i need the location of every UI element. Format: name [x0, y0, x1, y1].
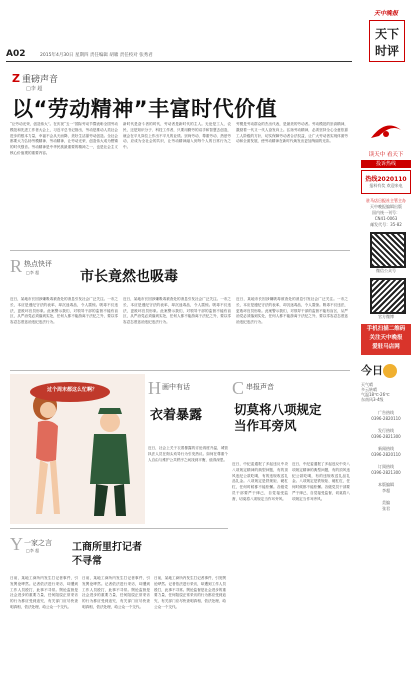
section-h-header: [148, 378, 218, 428]
weather-line-2: 多云转晴: [361, 387, 377, 392]
header-rule: [6, 61, 352, 62]
section-c-title-line2: 当作耳旁风: [234, 418, 297, 433]
contact-9: 李超: [382, 488, 390, 493]
lead-column-name: 重磅声音: [21, 75, 58, 85]
divider: [10, 250, 350, 251]
weather-line-3: 气温18℃-26℃: [361, 392, 390, 397]
publisher: 驻马店日报社主管主办: [366, 198, 406, 203]
qr2-label: 官方微博: [378, 314, 394, 319]
contact-3: 0396-2821300: [371, 434, 401, 439]
info-line-3: CN41-0063: [374, 216, 398, 221]
weather-line-1: 天气晴: [361, 382, 373, 387]
contact-11: 张君: [382, 506, 390, 511]
contact-8: 本版编辑: [378, 482, 394, 487]
section-y-body-col2: 日前，某地工商所内发生打记者事件，引发舆论哗然。记者依法进行采访，却遭到工作人员殴打，此事不寻常。舆论监督是社会进步的重要力量，任何阻挠正常采访的行为都应受到追究，有关部门应尽快查明真相，依法处理，给公众一个交代。: [82, 576, 150, 609]
section-r-title: 市长竟然也吸毒: [80, 269, 178, 285]
section-y-body-col1: 日前，某地工商所内发生打记者事件，引发舆论哗然。记者依法进行采访，却遭到工作人员殴打，此事不寻常。舆论监督是社会进步的重要力量，任何阻挠正常采访的行为都应受到追究，有关部门应尽快查明真相，依法处理，给公众一个交代。: [10, 576, 78, 609]
qr-code-icon[interactable]: [370, 232, 406, 268]
qr1-label: 微信公众号: [376, 268, 396, 273]
contact-2: 发行热线: [378, 428, 394, 433]
contact-5: 0396-2820110: [371, 452, 401, 457]
contact-1: 0396-2820110: [371, 416, 401, 421]
promo-line1: 手机扫描二维码: [366, 326, 406, 332]
sun-icon: [383, 364, 397, 378]
lead-headline: 以“劳动精神”丰富时代价值: [12, 97, 278, 121]
cartoon-svg: [10, 374, 145, 524]
slogan-b: 看天下: [386, 152, 404, 158]
section-y-body-col3: 日前，某地工商所内发生打记者事件，引发舆论哗然。记者依法进行采访，却遭到工作人员殴打，此事不寻常。舆论监督是社会进步的重要力量，任何阻挠正常采访的行为都应受到追究，有关部门应尽快查明真相，依法处理，给公众一个交代。: [154, 576, 226, 609]
sidebar-logo: [361, 118, 411, 148]
tagline-band: 投诉热线: [361, 160, 411, 168]
contact-0: 广告热线: [378, 410, 394, 415]
logo-icon: [361, 118, 411, 148]
section-badge-line1: 天下: [374, 27, 399, 41]
section-y-header: [10, 534, 228, 574]
contact-6: 订阅热线: [378, 464, 394, 469]
sidebar: [357, 0, 415, 677]
section-h-body: 近日，社会上关于衣着暴露的讨论再度升温，城管执法人员在街头劝导行为引发热议。如何在尊重个人自由与维护公共秩序之间找到平衡，值得深思。: [148, 446, 228, 462]
section-r-author: □李 超: [26, 270, 40, 275]
section-r-body-col2: 近日，某地市长因涉嫌吸毒被查处的消息引发社会广泛关注。一市之长，本应是遵纪守法的表率，却沉迷毒品，令人震惊。吸毒不仅违法，更败坏官员形象。此案警示我们，对领导干部的监督不能有盲区，从严治党必须落到实处，任何人都不能游离于法纪之外，要以零容忍态度惩治违纪违法行为。: [123, 297, 231, 325]
lead-column-head: [12, 72, 58, 85]
lead-author: □李 超: [26, 86, 43, 92]
section-badge: [369, 20, 405, 62]
contact-7: 0396-2821300: [371, 470, 401, 475]
weather-line-4: 东南风3-4级: [361, 397, 384, 402]
section-y-title-line1: 工商所里打记者: [72, 542, 142, 553]
date-line: 2015年4月30日 星期四 责任编辑 胡啸 责任校对 张秀君: [40, 53, 153, 58]
lead-column-letter: Z: [12, 72, 20, 85]
info-line-4: 邮发代号：35-82: [370, 222, 402, 227]
section-r-body-col3: 近日，某地市长因涉嫌吸毒被查处的消息引发社会广泛关注。一市之长，本应是遵纪守法的表率，却沉迷毒品，令人震惊。吸毒不仅违法，更败坏官员形象。此案警示我们，对领导干部的监督不能有盲区，从严治党必须落到实处，任何人都不能游离于法纪之外，要以零容忍态度惩治违纪违法行为。: [236, 297, 348, 325]
contact-4: 新闻热线: [378, 446, 394, 451]
section-h-letter: H: [148, 378, 161, 398]
slogan-a: 读天中: [368, 152, 386, 158]
section-y-author: □李 超: [26, 548, 40, 553]
hotline-ad: [361, 170, 411, 194]
page-code: A02: [6, 49, 26, 59]
qr-code-icon[interactable]: [370, 278, 406, 314]
section-h-kicker: 画中有话: [162, 383, 190, 391]
divider: [10, 528, 228, 529]
info-line-2: 国内统一刊号：: [372, 210, 400, 215]
section-r-kicker: 热点快评: [24, 260, 52, 268]
weather-title: 今日: [361, 364, 383, 377]
lead-body-col3: 劳模是劳动群众的杰出代表，是最美的劳动者。劳动模范的崇高精神，激励着一代又一代人奋发向上。弘扬劳动精神，必须坚持全心全意依靠工人阶级的方针，切实保障劳动者合法权益，让广大劳动者实现体面劳动和全面发展，使劳动精神在新时代焕发出更加绚丽的光彩。: [236, 122, 348, 144]
cartoon-illustration: [10, 374, 145, 524]
section-r-letter: R: [10, 256, 23, 276]
section-c-title-line1: 切莫将八项规定: [234, 402, 322, 417]
sidebar-brand: 天中晚报: [373, 10, 398, 17]
section-r-body-col1: 近日，某地市长因涉嫌吸毒被查处的消息引发社会广泛关注。一市之长，本应是遵纪守法的表率，却沉迷毒品，令人震惊。吸毒不仅违法，更败坏官员形象。此案警示我们，对领导干部的监督不能有盲区，从严治党必须落到实处，任何人都不能游离于法纪之外，要以零容忍态度惩治违纪违法行为。: [10, 297, 118, 325]
section-badge-line2: 时评: [374, 44, 399, 58]
section-c-body-col1: 近日，中纪委通报了多起违反中央八项规定精神的典型问题，有的顶风违纪公款吃喝，有的违规收送礼品礼金。八项规定是铁规矩、硬杠杠，任何时候都不能松懈。各级党员干部要严于律己，自觉接受监督，切莫将八项规定当作耳旁风。: [232, 462, 288, 501]
section-y-kicker: 一家之言: [24, 539, 52, 547]
section-y-letter: Y: [10, 534, 23, 554]
section-c-body-col2: 近日，中纪委通报了多起违反中央八项规定精神的典型问题，有的顶风违纪公款吃喝，有的违规收送礼品礼金。八项规定是铁规矩、硬杠杠，任何时候都不能松懈。各级党员干部要严于律己，自觉接受监督，切莫将八项规定当作耳旁风。: [292, 462, 350, 501]
promo-band[interactable]: [361, 324, 411, 355]
sidebar-slogan: [359, 150, 413, 158]
contact-10: 美编: [382, 500, 390, 505]
section-c-letter: C: [232, 378, 245, 398]
promo-line3: 爱驻马店网: [372, 344, 400, 350]
promo-line2: 关注天中晚报: [369, 335, 403, 341]
section-c-kicker: 串报声音: [246, 383, 274, 391]
info-line-1: 天中晚报编辑出版: [370, 204, 402, 209]
cartoon-bubble: 过个周末都这么忙啊？: [46, 387, 97, 393]
lead-body-col1: “让劳动光荣，创造伟大”。在庆祝“五一”国际劳动节暨表彰全国劳动模范和先进工作者大会上，习近平总书记指出，劳动是推动人类社会进步的根本力量，幸福不会从天而降，美好生活靠劳动创造。全社会都要大力弘扬劳模精神、劳动精神，让劳动光荣、创造伟大成为铿锵的时代强音。劳动精神是中华民族最重要的精神之一，也是社会主义核心价值观的重要内容。: [10, 122, 118, 155]
hotline-title: 热线2020110: [365, 176, 407, 183]
section-h-title: 衣着暴露: [150, 408, 203, 423]
section-r-header: [10, 256, 350, 296]
section-c-header: [232, 378, 352, 438]
section-y-title-line2: 不寻常: [72, 556, 102, 567]
lead-body-col2: 新时代是奋斗者的时代，劳动者是新时代的主人。无论是工人、农民，还是知识分子、科技工作者，只要用勤劳的双手和智慧去创造，就会在平凡岗位上作出不平凡的业绩。崇尚劳动、尊重劳动、热爱劳动，应成为全社会的共识，让劳动精神融入到每个人的日常行为之中。: [123, 122, 231, 150]
divider: [10, 370, 350, 371]
hotline-sub: 报料有奖 欢迎来电: [369, 183, 403, 188]
